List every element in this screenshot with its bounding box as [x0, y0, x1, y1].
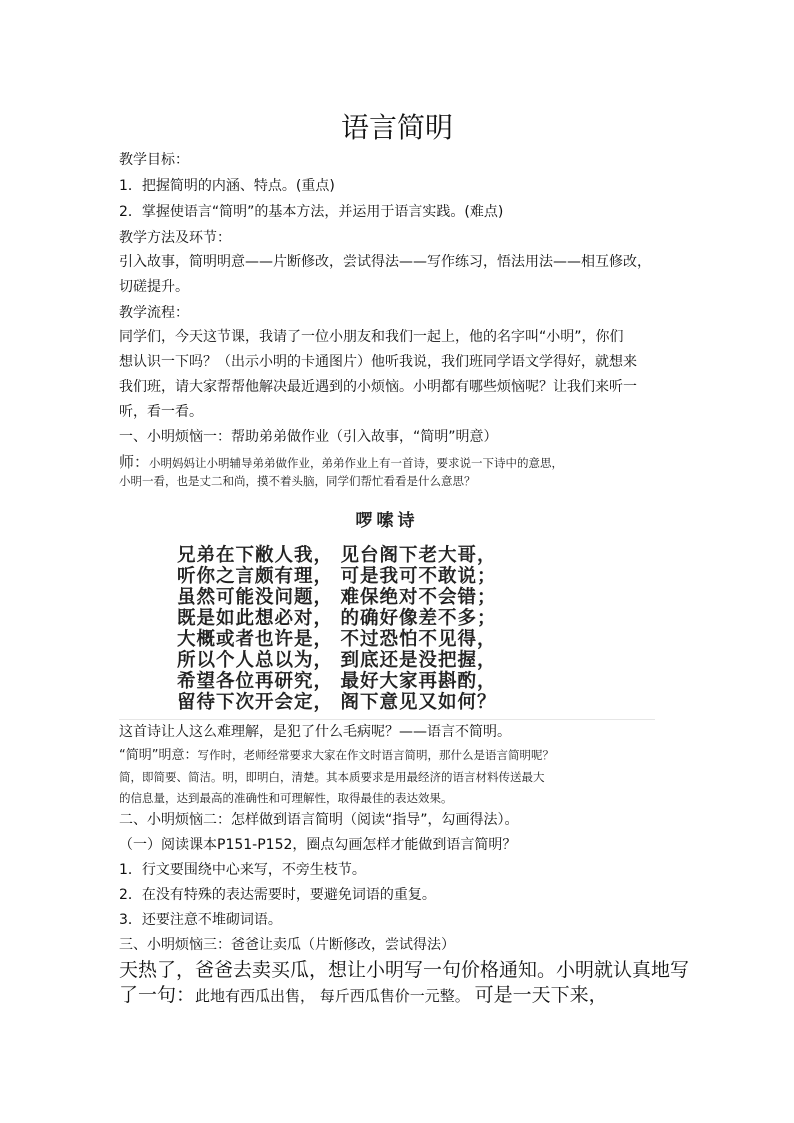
flow-line-3: 我们班，请大家帮帮他解决最近遇到的小烦恼。小明都有哪些烦恼呢？让我们来听一 — [119, 379, 637, 395]
poem-title: 啰嗦诗 — [355, 511, 419, 531]
poem-image — [119, 497, 655, 720]
story-line-1: 天热了，爸爸去卖买瓜，想让小明写一句价格通知。小明就认真地写 — [119, 959, 690, 981]
poem-line: 大概或者也许是， 不过恐怕不见得， — [177, 629, 497, 650]
definition-lead: “简明”明意： — [119, 748, 198, 763]
trouble-1-heading: 一、小明烦恼一：帮助弟弟做作业（引入故事，“简明”明意） — [119, 429, 498, 445]
teacher-note-lead: 师： — [119, 453, 150, 471]
after-poem-question: 这首诗让人这么难理解，是犯了什么毛病呢？——语言不简明。 — [119, 724, 511, 740]
goal-item-1: 1．把握简明的内涵、特点。(重点) — [119, 178, 335, 194]
teacher-note-text-1: 小明妈妈让小明辅导弟弟做作业，弟弟作业上有一首诗，要求说一下诗中的意思， — [149, 456, 564, 470]
story-line-2-start: 了一句： — [119, 984, 196, 1006]
flow-heading: 教学流程： — [119, 305, 189, 321]
poem-line: 听你之言颇有理， 可是我可不敢说； — [177, 566, 497, 587]
poem-line: 所以个人总以为， 到底还是没把握， — [177, 650, 497, 671]
story-line-2 — [119, 983, 608, 1008]
goal-heading: 教学目标： — [119, 152, 189, 168]
teacher-note-line-2: 小明一看，也是丈二和尚，摸不着头脑，同学们帮忙看看是什么意思？ — [119, 474, 476, 488]
goal-item-2: 2．掌握使语言“简明”的基本方法，并运用于语言实践。(难点) — [119, 204, 504, 220]
definition-line-3: 的信息量，达到最高的准确性和可理解性，取得最佳的表达效果。 — [119, 791, 453, 805]
teacher-note-line-1 — [119, 454, 563, 471]
poem-line: 既是如此想必对， 的确好像差不多； — [177, 608, 497, 629]
poem-line: 虽然可能没问题， 难保绝对不会错； — [177, 587, 497, 608]
flow-line-1: 同学们，今天这节课，我请了一位小朋友和我们一起上，他的名字叫“小明”，你们 — [119, 329, 624, 345]
price-notice-text: 此地有西瓜出售， 每斤西瓜售价一元整。 — [195, 987, 475, 1005]
document-title: 语言简明 — [340, 111, 453, 144]
trouble-3-heading: 三、小明烦恼三：爸爸让卖瓜（片断修改，尝试得法） — [119, 937, 455, 953]
definition-line-1 — [119, 747, 554, 764]
poem-line: 兄弟在下敝人我， 见台阁下老大哥， — [177, 545, 497, 566]
reading-task: （一）阅读课本P151-P152，圈点勾画怎样才能做到语言简明？ — [119, 837, 517, 853]
method-heading: 教学方法及环节： — [119, 230, 231, 246]
method-line-1: 引入故事，简明明意——片断修改，尝试得法——写作练习，悟法用法——相互修改， — [119, 254, 651, 270]
trouble-2-heading: 二、小明烦恼二：怎样做到语言简明（阅读“指导”，勾画得法）。 — [119, 812, 519, 828]
definition-line-2: 简，即简要、简洁。明，即明白，清楚。其本质要求是用最经济的语言材料传送最大 — [119, 770, 545, 784]
flow-line-4: 听，看一看。 — [119, 404, 203, 420]
flow-line-2: 想认识一下吗？（出示小明的卡通图片）他听我说，我们班同学语文学得好，就想来 — [119, 354, 637, 370]
definition-text-1: 写作时，老师经常要求大家在作文时语言简明，那什么是语言简明呢？ — [197, 748, 554, 762]
method-line-2: 切磋提升。 — [119, 279, 189, 295]
story-line-2-end: 可是一天下来， — [474, 984, 608, 1006]
rule-3: 3．还要注意不堆砌词语。 — [119, 912, 282, 928]
poem-line: 希望各位再研究， 最好大家再斟酌， — [177, 671, 497, 692]
poem-line: 留待下次开会定， 阁下意见又如何？ — [177, 692, 497, 713]
rule-1: 1．行文要围绕中心来写，不旁生枝节。 — [119, 862, 366, 878]
rule-2: 2．在没有特殊的表达需要时，要避免词语的重复。 — [119, 887, 436, 903]
